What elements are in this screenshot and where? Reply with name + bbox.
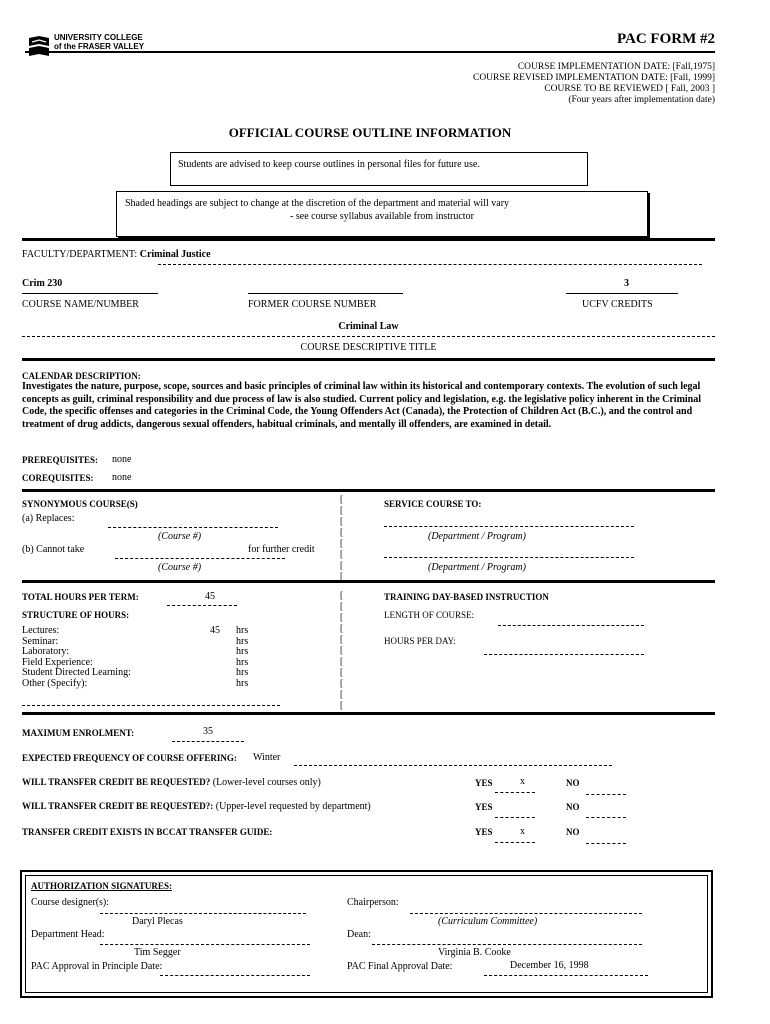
transfer-yes-mark-3: x bbox=[520, 826, 525, 837]
logo-text bbox=[54, 33, 144, 51]
dates-block bbox=[400, 62, 715, 106]
logo-line2: of the FRASER VALLEY bbox=[54, 42, 145, 51]
section-rule-4 bbox=[22, 580, 715, 583]
notice-text: Students are advised to keep course outlines in personal files for future use. bbox=[178, 159, 480, 170]
dean-label: Dean: bbox=[347, 929, 371, 940]
transfer-yes-line-3 bbox=[495, 842, 535, 843]
service-hint-2: (Department / Program) bbox=[428, 562, 526, 573]
pac-final-date: December 16, 1998 bbox=[510, 960, 589, 971]
transfer-no-3: NO bbox=[566, 827, 580, 837]
service-label: SERVICE COURSE TO: bbox=[384, 499, 482, 509]
divider-brackets-2: [ [ [ [ [ [ [ [ [ [ [ bbox=[340, 590, 343, 710]
shaded-notice-text: Shaded headings are subject to change at the discretion of the department and material will vary bbox=[125, 198, 510, 209]
designer-name: Daryl Plecas bbox=[132, 916, 183, 927]
cannot-take-label: (b) Cannot take bbox=[22, 544, 85, 555]
logo-line1: UNIVERSITY COLLEGE bbox=[54, 33, 143, 42]
coreq-label: COREQUISITES: bbox=[22, 473, 94, 483]
faculty-line bbox=[158, 264, 702, 265]
course-title-label: COURSE DESCRIPTIVE TITLE bbox=[300, 342, 437, 353]
calendar-description: Investigates the nature, purpose, scope, sources and basic principles of criminal law within its historical and contemporary contexts. The evolution of such legal concepts as guilt, criminal responsibility and due process of law is also studied. Current policy and legislation, e.g. the legislative policy inherent in the Criminal Code, the specific offenses and categories in the Criminal Code, the Young Offenders Act (Canada), the Protection of Children Act (B.C.), and the control and treatment of drug addicts, dangerous sexual offenders, habitual criminals, and mentally ill offenders, are examined in detail. bbox=[22, 381, 702, 430]
transfer-yes-3: YES bbox=[475, 827, 493, 837]
hours-units bbox=[236, 626, 248, 689]
page-title: OFFICIAL COURSE OUTLINE INFORMATION bbox=[228, 125, 512, 140]
total-hours-value: 45 bbox=[205, 591, 215, 602]
hours-values bbox=[190, 626, 220, 637]
transfer-note: (Upper-level requested by department) bbox=[215, 801, 371, 812]
course-title: Criminal Law bbox=[338, 321, 399, 332]
transfer-yes-line-2 bbox=[495, 817, 535, 818]
faculty-row bbox=[22, 249, 211, 260]
pac-final-label: PAC Final Approval Date: bbox=[347, 961, 453, 972]
transfer-yes-line-1 bbox=[495, 792, 535, 793]
dean-line bbox=[372, 944, 642, 945]
section-rule-1 bbox=[22, 238, 715, 241]
chair-label: Chairperson: bbox=[347, 897, 399, 908]
hours-labels bbox=[22, 626, 131, 689]
cannot-take-line bbox=[115, 558, 285, 559]
review-note: (Four years after implementation date) bbox=[568, 95, 715, 105]
pac-approval-line bbox=[160, 975, 310, 976]
faculty-label: FACULTY/DEPARTMENT: bbox=[22, 249, 138, 260]
hours-row-label: Other (Specify): bbox=[22, 677, 88, 689]
hours-row-unit: hrs bbox=[236, 677, 249, 689]
head-line bbox=[100, 944, 310, 945]
hours-row-unit: hrs bbox=[236, 667, 249, 678]
hours-row-label: Lectures: bbox=[22, 625, 60, 636]
transfer-yes-2: YES bbox=[475, 802, 493, 812]
credits-line bbox=[566, 293, 678, 294]
hours-row-unit: hrs bbox=[236, 646, 249, 657]
header-rule bbox=[25, 51, 715, 53]
transfer-no-line-3 bbox=[586, 843, 626, 844]
transfer-label-3: TRANSFER CREDIT EXISTS IN BCCAT TRANSFER GUIDE: bbox=[22, 827, 273, 837]
coreq-value: none bbox=[112, 472, 132, 483]
hours-row-label: Laboratory: bbox=[22, 646, 70, 657]
course-number-line bbox=[22, 293, 158, 294]
max-enrol-label: MAXIMUM ENROLMENT: bbox=[22, 728, 135, 738]
logo-icon bbox=[27, 34, 51, 58]
course-number: Crim 230 bbox=[22, 278, 63, 289]
further-credit-label: for further credit bbox=[248, 544, 315, 555]
prereq-label: PREREQUISITES: bbox=[22, 455, 99, 465]
transfer-row-1 bbox=[22, 777, 321, 788]
chair-line bbox=[410, 913, 642, 914]
transfer-label: WILL TRANSFER CREDIT BE REQUESTED? bbox=[22, 777, 211, 787]
course-credits: 3 bbox=[624, 278, 629, 289]
per-day-line bbox=[484, 654, 644, 655]
faculty-value: Criminal Justice bbox=[139, 249, 211, 260]
review-date: COURSE TO BE REVIEWED [ Fall, 2003 ] bbox=[544, 84, 715, 94]
service-line-1 bbox=[384, 526, 634, 527]
implementation-date: COURSE IMPLEMENTATION DATE: [Fall,1975] bbox=[517, 62, 715, 72]
divider-brackets-1: [ [ [ [ [ [ [ [ bbox=[340, 494, 343, 581]
course-title-line bbox=[22, 336, 715, 337]
credits-label: UCFV CREDITS bbox=[582, 299, 653, 310]
course-hint-2: (Course #) bbox=[158, 562, 202, 573]
hours-row-unit: hrs bbox=[236, 625, 249, 636]
pac-form-text: PAC FORM #2 bbox=[616, 31, 715, 47]
synonymous-label: SYNONYMOUS COURSE(S) bbox=[22, 499, 138, 509]
transfer-label: WILL TRANSFER CREDIT BE REQUESTED?: bbox=[22, 801, 214, 811]
course-name-label: COURSE NAME/NUMBER bbox=[22, 299, 139, 310]
designer-line bbox=[100, 913, 306, 914]
syllabus-note: - see course syllabus available from instructor bbox=[290, 211, 474, 222]
transfer-no-line-1 bbox=[586, 794, 626, 795]
notice-box bbox=[170, 152, 588, 186]
section-rule-5 bbox=[22, 712, 715, 715]
hours-row-label: Field Experience: bbox=[22, 656, 93, 668]
service-line-2 bbox=[384, 557, 634, 558]
designer-label: Course designer(s): bbox=[31, 897, 110, 908]
prereq-value: none bbox=[112, 454, 132, 465]
total-hours-label: TOTAL HOURS PER TERM: bbox=[22, 592, 139, 602]
frequency-label: EXPECTED FREQUENCY OF COURSE OFFERING: bbox=[22, 753, 237, 763]
max-enrol-value: 35 bbox=[203, 726, 213, 737]
pac-approval-label: PAC Approval in Principle Date: bbox=[31, 961, 163, 972]
hours-row-label: Student Directed Learning: bbox=[22, 667, 131, 678]
pac-final-line bbox=[484, 975, 648, 976]
revised-date: COURSE REVISED IMPLEMENTATION DATE: [Fall, 1999] bbox=[472, 73, 715, 83]
training-label: TRAINING DAY-BASED INSTRUCTION bbox=[384, 592, 549, 602]
head-label: Department Head: bbox=[31, 929, 105, 940]
per-day-label: HOURS PER DAY: bbox=[384, 636, 456, 646]
pac-form-label bbox=[560, 31, 715, 48]
hours-row-unit: hrs bbox=[236, 656, 249, 668]
service-hint-1: (Department / Program) bbox=[428, 531, 526, 542]
shaded-notice-box bbox=[116, 191, 648, 237]
transfer-no-1: NO bbox=[566, 778, 580, 788]
transfer-yes-1: YES bbox=[475, 778, 493, 788]
dean-name: Virginia B. Cooke bbox=[438, 947, 511, 958]
length-line bbox=[498, 625, 644, 626]
total-hours-line bbox=[167, 605, 237, 606]
structure-label: STRUCTURE OF HOURS: bbox=[22, 610, 130, 620]
hours-row-label: Seminar: bbox=[22, 635, 59, 647]
frequency-value: Winter bbox=[253, 752, 281, 763]
frequency-line bbox=[294, 765, 612, 766]
head-name: Tim Segger bbox=[134, 947, 181, 958]
transfer-yes-mark-1: x bbox=[520, 776, 525, 787]
replaces-line bbox=[108, 527, 278, 528]
transfer-row-2 bbox=[22, 801, 371, 812]
calendar-label: CALENDAR DESCRIPTION: bbox=[22, 371, 141, 381]
hours-row-unit: hrs bbox=[236, 635, 249, 647]
former-number-label: FORMER COURSE NUMBER bbox=[248, 299, 377, 310]
chair-hint: (Curriculum Committee) bbox=[438, 916, 538, 927]
former-number-line bbox=[248, 293, 403, 294]
section-rule-2 bbox=[22, 358, 715, 361]
section-rule-3 bbox=[22, 489, 715, 492]
length-label: LENGTH OF COURSE: bbox=[384, 610, 475, 620]
course-hint-1: (Course #) bbox=[158, 531, 202, 542]
transfer-no-2: NO bbox=[566, 802, 580, 812]
hours-row-value: 45 bbox=[210, 625, 220, 636]
transfer-note: (Lower-level courses only) bbox=[212, 777, 321, 788]
hours-bottom-line bbox=[22, 705, 280, 706]
max-enrol-line bbox=[172, 741, 244, 742]
replaces-label: (a) Replaces: bbox=[22, 513, 75, 524]
transfer-no-line-2 bbox=[586, 817, 626, 818]
auth-label: AUTHORIZATION SIGNATURES: bbox=[31, 881, 172, 891]
